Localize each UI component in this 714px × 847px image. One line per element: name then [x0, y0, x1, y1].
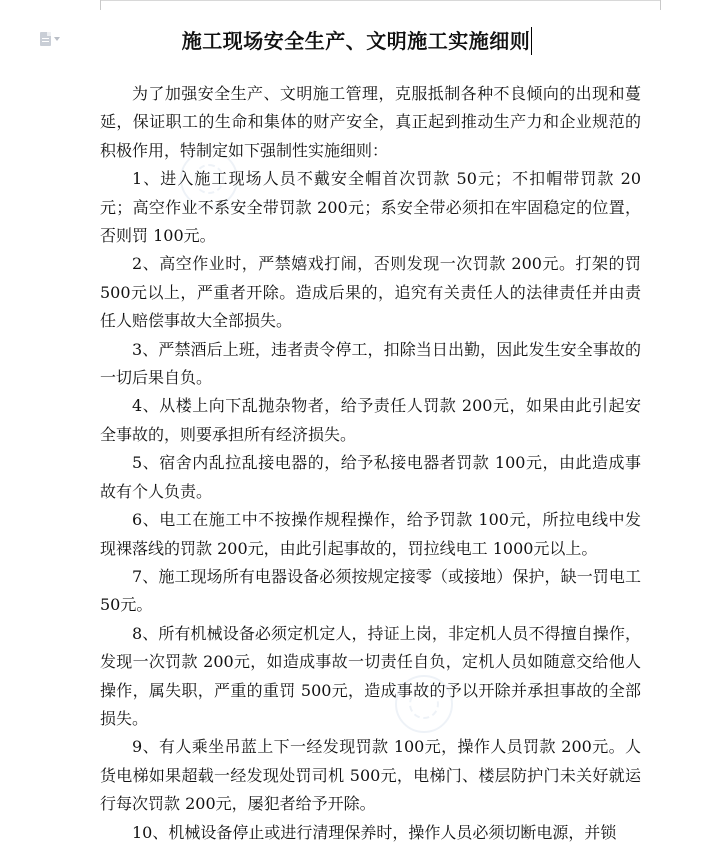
- paragraph-item-9: 9、有人乘坐吊蓝上下一经发现罚款 100元，操作人员罚款 200元。人货电梯如果超载一经发现处罚司机 500元，电梯门、楼层防护门未关好就运行每次罚款 200元，屡犯者给予开除。: [100, 737, 641, 814]
- paragraph-item-7: 7、施工现场所有电器设备必须按规定接零（或接地）保护，缺一罚电工 50元。: [100, 566, 641, 615]
- page-title[interactable]: 施工现场安全生产、文明施工实施细则: [181, 29, 531, 53]
- paragraph-item-1: 1、进入施工现场人员不戴安全帽首次罚款 50元；不扣帽带罚款 20元；高空作业不系安全带罚款 200元；系安全带必须扣在牢固稳定的位置，否则罚 100元。: [100, 169, 641, 246]
- paragraph-item-8: 8、所有机械设备必须定机定人，持证上岗，非定机人员不得擅自操作，发现一次罚款 200元，如造成事故一切责任自负，定机人员如随意交给他人操作，属失职，严重的重罚 500元，造成事故的予以开除并承担事故的全部损失。: [100, 623, 641, 728]
- paragraph-item-10: 10、机械设备停止或进行清理保养时，操作人员必须切断电源，并锁: [132, 822, 617, 842]
- paragraph-item-6: 6、电工在施工中不按操作规程操作，给予罚款 100元，所拉电线中发现裸落线的罚款 200元，由此引起事故的，罚拉线电工 1000元以上。: [100, 510, 641, 558]
- paragraph-item-3: 3、严禁酒后上班，违者责令停工，扣除当日出勤，因此发生安全事故的一切后果自负。: [100, 339, 641, 388]
- page-corner-mark-right: [660, 0, 661, 10]
- paragraph-item-4: 4、从楼上向下乱抛杂物者，给予责任人罚款 200元，如果由此引起安全事故的，则要承担所有经济损失。: [100, 396, 641, 444]
- paragraph-item-5: 5、宿舍内乱拉乱接电器的，给予私接电器者罚款 100元，由此造成事故有个人负责。: [100, 453, 641, 501]
- title-container: [0, 27, 714, 55]
- paragraph-intro: 为了加强安全生产、文明施工管理，克服抵制各种不良倾向的出现和蔓延，保证职工的生命和集体的财产安全，真正起到推动生产力和企业规范的积极作用，特制定如下强制性实施细则：: [100, 84, 641, 160]
- page-corner-mark-left: [100, 0, 101, 10]
- paragraph-item-2: 2、高空作业时，严禁嬉戏打闹，否则发现一次罚款 200元。打架的罚 500元以上，严重者开除。造成后果的，追究有关责任人的法律责任并由责任人赔偿事故大全部损失。: [100, 254, 641, 331]
- document-body[interactable]: [100, 80, 641, 847]
- page-top-border: [100, 0, 660, 1]
